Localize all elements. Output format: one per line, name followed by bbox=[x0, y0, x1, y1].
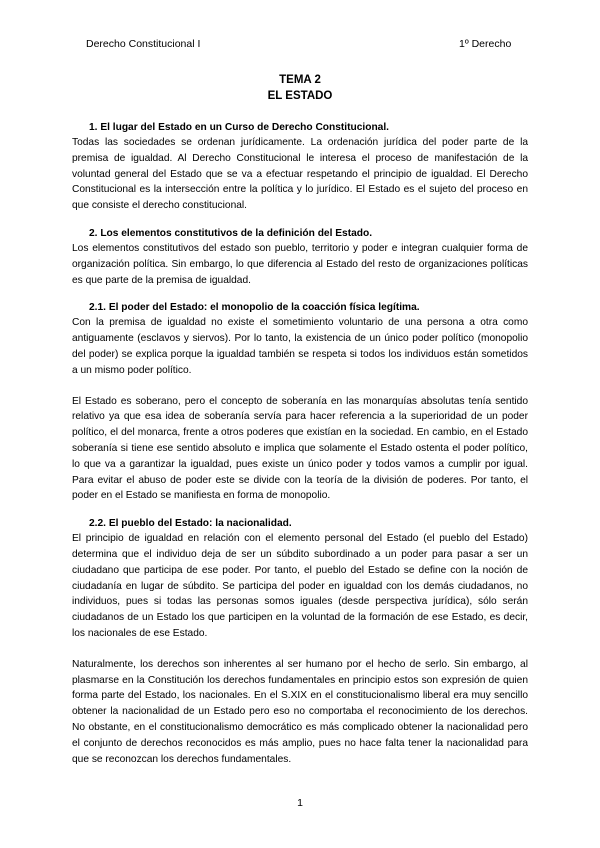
section-2-paragraph: Los elementos constitutivos del estado son pueblo, territorio y poder e integran cualquier forma de organización política. Sin embargo, lo que diferencia al Estado del resto de organizaciones políticas es que parte de la premisa de igualdad. bbox=[72, 242, 528, 286]
running-header-degree: 1º Derecho bbox=[459, 38, 512, 50]
section-1-paragraph: Todas las sociedades se ordenan jurídicamente. La ordenación jurídica del poder parte de la premisa de igualdad. Al Derecho Constitucional le interesa el proceso de manifestación de la voluntad general del Estado que se va a efectuar respetando el principio de igualdad. El Derecho Constitucional es la intersección entre la política y lo jurídico. El Estado es el sujeto del proceso en que consiste el derecho constitucional. bbox=[72, 137, 528, 212]
section-2-2-paragraph-1: El principio de igualdad en relación con el elemento personal del Estado (el pueblo del Estado) determina que el individuo deja de ser un súbdito subordinado a un poder para pasar a ser un ciudadano que participa de ese poder. Por tanto, el pueblo del Estado se define con la noción de ciudadanía en lugar de súbdito. Se participa del poder en igualdad con los demás ciudadanos, no individuos, pues si todas las personas somos iguales (desde perspectiva jurídica), sólo serán ciudadanos de un Estado los que participen en la voluntad de la formación de ese Estado, es decir, los nacionales de ese Estado. bbox=[72, 533, 528, 639]
document-body bbox=[72, 120, 528, 767]
chapter-title: EL ESTADO bbox=[267, 90, 333, 102]
section-2-2-heading: 2.2. El pueblo del Estado: la nacionalidad. bbox=[89, 518, 292, 530]
section-2-1-paragraph-1: Con la premisa de igualdad no existe el sometimiento voluntario de una persona a otra como antiguamente (esclavos y siervos). Por lo tanto, la existencia de un único poder político (monopolio del poder) se explica porque la igualdad también se respeta si todos los individuos están sometidos a un mismo poder político. bbox=[72, 317, 528, 376]
chapter-number: TEMA 2 bbox=[279, 74, 321, 86]
section-2-1-heading: 2.1. El poder del Estado: el monopolio de la coacción física legítima. bbox=[89, 302, 420, 314]
page-number: 1 bbox=[297, 797, 303, 809]
running-header-course: Derecho Constitucional I bbox=[86, 38, 201, 50]
section-2-1-paragraph-2: El Estado es soberano, pero el concepto de soberanía en las monarquías absolutas tenía sentido relativo ya que esa idea de soberanía servía para hacer referencia a la superioridad de un poder político, el del monarca, frente a otros poderes que existían en la sociedad. En cambio, en el Estado soberanía si tiene ese sentido absoluto e implica que solamente el Estado ostenta el poder político, lo que va a garantizar la igualdad, pues existe un único poder y todos vamos a cumplir por igual. Para evitar el abuso de poder este se divide con la teoría de la división de poderes. Por tanto, el poder en el Estado se manifiesta en forma de monopolio. bbox=[72, 395, 528, 502]
section-1-heading: 1. El lugar del Estado en un Curso de Derecho Constitucional. bbox=[89, 122, 390, 133]
section-2-2-paragraph-2: Naturalmente, los derechos son inherentes al ser humano por el hecho de serlo. Sin embargo, al plasmarse en la Constitución los derechos fundamentales en principio estos son expresión de quien forma parte del Estado, los nacionales. En el S.XIX en el constitucionalismo liberal era muy sencillo obtener la nacionalidad de un Estado pero eso no comportaba el reconocimiento de los derechos. No obstante, en el constitucionalismo democrático es más complicado obtener la nacionalidad pero el conjunto de derechos reconocidos es más amplio, pues no hace falta tener la nacionalidad para que se reconozcan los derechos fundamentales. bbox=[72, 658, 528, 765]
section-2-heading: 2. Los elementos constitutivos de la definición del Estado. bbox=[89, 227, 373, 239]
